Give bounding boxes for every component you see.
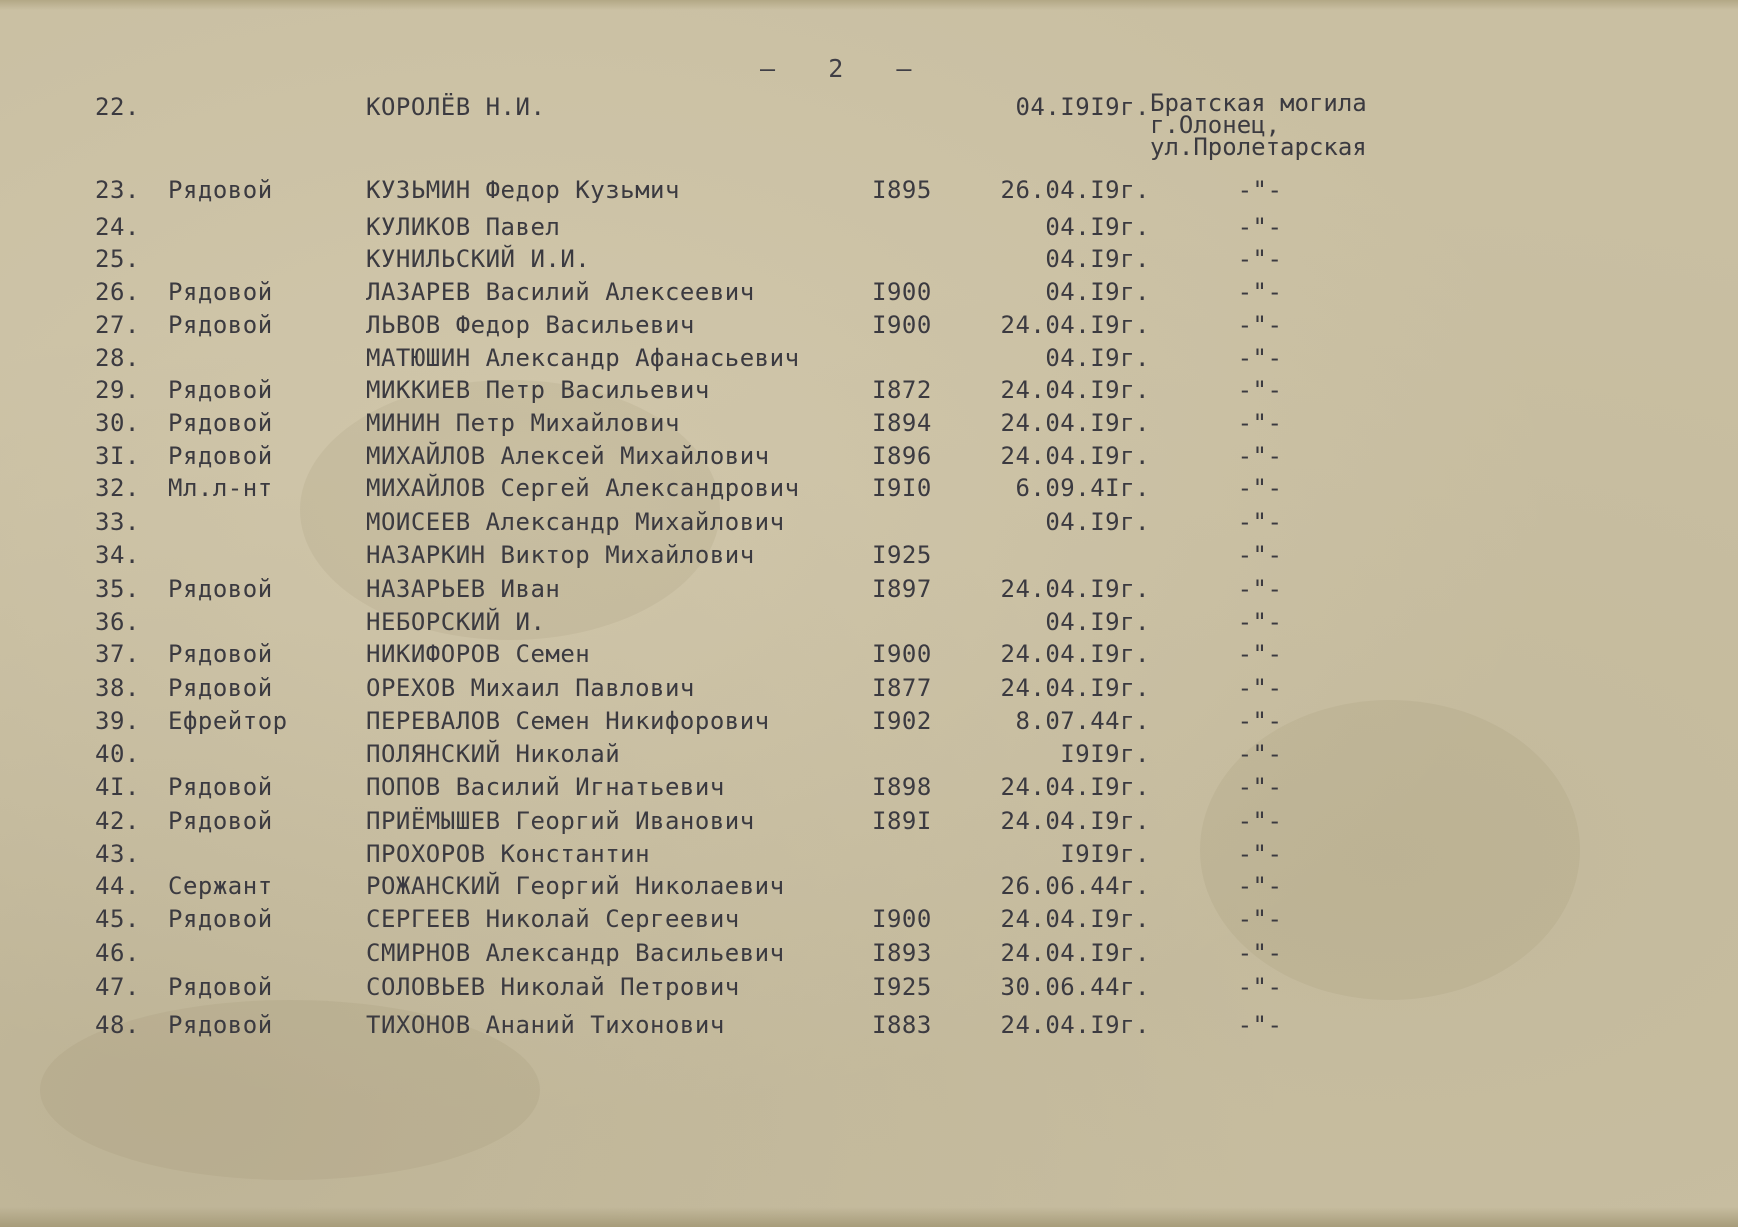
row-burial: -"-	[1237, 939, 1283, 967]
list-row	[0, 439, 1738, 473]
list-row	[0, 637, 1738, 671]
row-name: СОЛОВЬЕВ Николай Петрович	[366, 973, 740, 1001]
row-year: I897	[872, 575, 932, 603]
row-num: 33.	[95, 508, 140, 536]
list-row	[0, 737, 1738, 771]
row-name: КУЛИКОВ Павел	[366, 213, 561, 241]
row-date: 30.06.44г.	[1000, 973, 1150, 1001]
row-rank: Рядовой	[168, 176, 273, 204]
row-num: 23.	[95, 176, 140, 204]
list-row	[0, 970, 1738, 1004]
list-row	[0, 1008, 1738, 1042]
row-year: I900	[872, 311, 932, 339]
row-date: 04.I9г.	[1045, 508, 1150, 536]
list-row	[0, 936, 1738, 970]
row-num: 36.	[95, 608, 140, 636]
row-year: I89I	[872, 807, 932, 835]
row-year: I898	[872, 773, 932, 801]
list-row	[0, 471, 1738, 505]
row-name: ЛЬВОВ Федор Васильевич	[366, 311, 695, 339]
row-num: 24.	[95, 213, 140, 241]
row-date: 26.06.44г.	[1000, 872, 1150, 900]
row-num: 39.	[95, 707, 140, 735]
row-num: 34.	[95, 541, 140, 569]
row-name: ПОПОВ Василий Игнатьевич	[366, 773, 725, 801]
row-num: 3I.	[95, 442, 140, 470]
row-date: I9I9г.	[1060, 740, 1150, 768]
page-number: – 2 –	[760, 54, 914, 83]
row-num: 35.	[95, 575, 140, 603]
row-date: 24.04.I9г.	[1000, 1011, 1150, 1039]
row-num: 48.	[95, 1011, 140, 1039]
list-row	[0, 538, 1738, 572]
list-row	[0, 242, 1738, 276]
row-name: МИНИН Петр Михайлович	[366, 409, 680, 437]
row-num: 40.	[95, 740, 140, 768]
row-year: I877	[872, 674, 932, 702]
row-date: 26.04.I9г.	[1000, 176, 1150, 204]
row-rank: Рядовой	[168, 311, 273, 339]
row-num: 47.	[95, 973, 140, 1001]
row-date: 24.04.I9г.	[1000, 939, 1150, 967]
list-row	[0, 869, 1738, 903]
row-num: 26.	[95, 278, 140, 306]
row-rank: Рядовой	[168, 1011, 273, 1039]
row-num: 43.	[95, 840, 140, 868]
row-date: 24.04.I9г.	[1000, 409, 1150, 437]
list-row	[0, 275, 1738, 309]
row-name: НАЗАРКИН Виктор Михайлович	[366, 541, 755, 569]
row-burial: -"-	[1237, 1011, 1283, 1039]
row-date: 04.I9г.	[1045, 245, 1150, 273]
row-burial: -"-	[1237, 905, 1283, 933]
row-name: МАТЮШИН Александр Афанасьевич	[366, 344, 800, 372]
row-burial: -"-	[1237, 674, 1283, 702]
row-burial: -"-	[1237, 707, 1283, 735]
row-date: 24.04.I9г.	[1000, 773, 1150, 801]
row-burial: -"-	[1237, 640, 1283, 668]
row-year: I902	[872, 707, 932, 735]
row-date: 24.04.I9г.	[1000, 640, 1150, 668]
row-num: 28.	[95, 344, 140, 372]
row-year: I896	[872, 442, 932, 470]
row-burial: -"-	[1237, 608, 1283, 636]
row-date: I9I9г.	[1060, 840, 1150, 868]
row-name: СМИРНОВ Александр Васильевич	[366, 939, 785, 967]
paper-edge-top	[0, 0, 1738, 10]
row-name: ПРИЁМЫШЕВ Георгий Иванович	[366, 807, 755, 835]
row-rank: Рядовой	[168, 409, 273, 437]
row-name: ПРОХОРОВ Константин	[366, 840, 651, 868]
list-row	[0, 837, 1738, 871]
row-name: МОИСЕЕВ Александр Михайлович	[366, 508, 785, 536]
row-name: РОЖАНСКИЙ Георгий Николаевич	[366, 872, 785, 900]
row-num: 37.	[95, 640, 140, 668]
row-rank: Рядовой	[168, 278, 273, 306]
row-burial: -"-	[1237, 245, 1283, 273]
row-burial: -"-	[1237, 409, 1283, 437]
row-rank: Рядовой	[168, 674, 273, 702]
row-num: 46.	[95, 939, 140, 967]
list-row	[0, 704, 1738, 738]
row-date: 6.09.4Iг.	[1015, 474, 1150, 502]
row-num: 27.	[95, 311, 140, 339]
list-row	[0, 173, 1738, 207]
row-date: 04.I9г.	[1045, 278, 1150, 306]
row-date: 24.04.I9г.	[1000, 807, 1150, 835]
row-rank: Рядовой	[168, 807, 273, 835]
paper-edge-bottom	[0, 1207, 1738, 1227]
row-date: 04.I9г.	[1045, 344, 1150, 372]
row-year: I900	[872, 640, 932, 668]
row-num: 45.	[95, 905, 140, 933]
row-num: 22.	[95, 93, 140, 121]
row-num: 25.	[95, 245, 140, 273]
burial-line-1: Братская могила	[1150, 89, 1367, 117]
row-year: I872	[872, 376, 932, 404]
row-year: I925	[872, 541, 932, 569]
row-burial: -"-	[1237, 973, 1283, 1001]
row-date: 24.04.I9г.	[1000, 674, 1150, 702]
row-burial: -"-	[1237, 541, 1283, 569]
row-date: 04.I9г.	[1045, 213, 1150, 241]
row-num: 29.	[95, 376, 140, 404]
row-date: 24.04.I9г.	[1000, 575, 1150, 603]
row-rank: Рядовой	[168, 773, 273, 801]
row-year: I900	[872, 905, 932, 933]
row-year: I895	[872, 176, 932, 204]
row-name: СЕРГЕЕВ Николай Сергеевич	[366, 905, 740, 933]
row-rank: Рядовой	[168, 640, 273, 668]
row-year: I9I0	[872, 474, 932, 502]
row-num: 38.	[95, 674, 140, 702]
row-name: КУЗЬМИН Федор Кузьмич	[366, 176, 680, 204]
row-burial: -"-	[1237, 278, 1283, 306]
row-rank: Рядовой	[168, 376, 273, 404]
row-rank: Рядовой	[168, 905, 273, 933]
row-rank: Сержант	[168, 872, 273, 900]
row-burial: -"-	[1237, 376, 1283, 404]
list-row	[0, 770, 1738, 804]
row-year: I925	[872, 973, 932, 1001]
row-date: 24.04.I9г.	[1000, 905, 1150, 933]
row-rank: Рядовой	[168, 973, 273, 1001]
list-row	[0, 671, 1738, 705]
row-date: 24.04.I9г.	[1000, 442, 1150, 470]
row-num: 30.	[95, 409, 140, 437]
row-name: ПОЛЯНСКИЙ Николай	[366, 740, 621, 768]
row-burial: -"-	[1237, 311, 1283, 339]
row-name: ПЕРЕВАЛОВ Семен Никифорович	[366, 707, 770, 735]
row-date: 04.I9I9г.	[1015, 93, 1150, 121]
row-date: 8.07.44г.	[1015, 707, 1150, 735]
row-num: 44.	[95, 872, 140, 900]
row-year: I893	[872, 939, 932, 967]
row-burial: -"-	[1237, 872, 1283, 900]
row-burial: -"-	[1237, 442, 1283, 470]
list-row	[0, 308, 1738, 342]
row-num: 4I.	[95, 773, 140, 801]
row-name: ЛАЗАРЕВ Василий Алексеевич	[366, 278, 755, 306]
row-name: КУНИЛЬСКИЙ И.И.	[366, 245, 591, 273]
list-row	[0, 804, 1738, 838]
row-rank: Рядовой	[168, 575, 273, 603]
row-date: 24.04.I9г.	[1000, 376, 1150, 404]
row-name: НИКИФОРОВ Семен	[366, 640, 591, 668]
list-row	[0, 406, 1738, 440]
row-date: 04.I9г.	[1045, 608, 1150, 636]
row-num: 32.	[95, 474, 140, 502]
burial-line-3: ул.Пролетарская	[1150, 133, 1367, 161]
list-row	[0, 572, 1738, 606]
list-row	[0, 605, 1738, 639]
list-row	[0, 341, 1738, 375]
list-row	[0, 505, 1738, 539]
list-row	[0, 373, 1738, 407]
row-burial: -"-	[1237, 344, 1283, 372]
list-row	[0, 210, 1738, 244]
row-rank: Мл.л-нт	[168, 474, 273, 502]
row-name: ТИХОНОВ Ананий Тихонович	[366, 1011, 725, 1039]
row-name: КОРОЛЁВ Н.И.	[366, 93, 546, 121]
row-date: 24.04.I9г.	[1000, 311, 1150, 339]
row-name: ОРЕХОВ Михаил Павлович	[366, 674, 695, 702]
row-name: МИХАЙЛОВ Сергей Александрович	[366, 474, 800, 502]
row-name: НАЗАРЬЕВ Иван	[366, 575, 561, 603]
row-rank: Рядовой	[168, 442, 273, 470]
row-year: I900	[872, 278, 932, 306]
burial-line-2: г.Олонец,	[1150, 111, 1281, 139]
row-num: 42.	[95, 807, 140, 835]
row-burial: -"-	[1237, 176, 1283, 204]
row-burial: -"-	[1237, 773, 1283, 801]
row-year: I894	[872, 409, 932, 437]
row-year: I883	[872, 1011, 932, 1039]
row-name: НЕБОРСКИЙ И.	[366, 608, 546, 636]
row-burial: -"-	[1237, 575, 1283, 603]
row-burial: -"-	[1237, 840, 1283, 868]
row-burial: -"-	[1237, 807, 1283, 835]
row-name: МИККИЕВ Петр Васильевич	[366, 376, 710, 404]
row-burial: -"-	[1237, 474, 1283, 502]
row-burial: -"-	[1237, 740, 1283, 768]
row-burial: -"-	[1237, 213, 1283, 241]
list-row	[0, 90, 1738, 124]
list-row	[0, 902, 1738, 936]
row-burial: -"-	[1237, 508, 1283, 536]
row-name: МИХАЙЛОВ Алексей Михайлович	[366, 442, 770, 470]
row-rank: Ефрейтор	[168, 707, 288, 735]
